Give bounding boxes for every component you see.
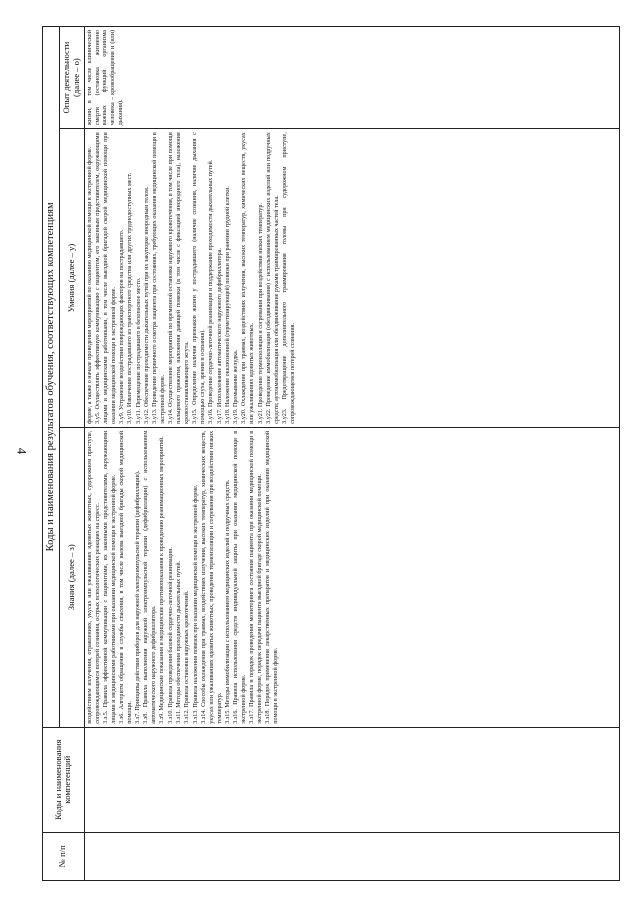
cell-paragraph: 3.у14. Осуществление мероприятий по временной остановке наружного кровотечения, в том числе при помощи пальцевого прижатия, наложения давящей повязки (в том числе с фиксацией инородного тела), наложения кровоостанавливающего жгута. [168,132,190,424]
cell-paragraph: 3.у10. Извлечение пострадавшего из транспортного средства или других труднодоступных мест. [127,172,134,424]
knowledge-cell [84,427,619,727]
cell-paragraph: 3.з11. Методы обеспечения проходимости дыхательных путей. [176,560,183,724]
cell-paragraph: 3.у9. Устранение воздействия повреждающих факторов на пострадавшего. [119,229,125,424]
header-experience: Опыт деятельности (далее – о) [60,27,85,129]
cell-paragraph: 3.з12. Правила остановки наружных кровотечений. [184,590,191,724]
cell-paragraph: 3.у16. Проведение сердечно-легочной реанимации и поддержание проходимости дыхательных путей. [208,159,215,424]
cell-paragraph: 3.з16. Правила использования средств индивидуальной защиты при оказании медицинской помощи в экстренной форме. [233,430,247,724]
cell-paragraph: 3.з14. Способы охлаждения при травмах, воздействиях излучения, высоких температур, химических веществ, укусах или ужаливаниях ядовитых животных, проведения термоизоляции и согревания при воздействии низких температур. [200,430,223,724]
cell-paragraph: 3.з17. Правила и порядок проведения мониторинга состояния пациента при оказании медицинской помощи в экстренной форме, порядок передачи пациента выездной бригаде скорой медицинской помощи. [249,430,264,724]
cell-paragraph: 3.у13. Проведение первичного осмотра пациента при состояниях, требующих оказания медицинской помощи в экстренной форме. [152,132,166,424]
cell-paragraph: 3.у21. Проведение термоизоляции и согревания при воздействии низких температур. [257,203,264,424]
cell-paragraph: воздействием излучения, отравлениях, укусах или ужаливаниях ядовитых животных, судорожном приступе, сопровождающимся потерей сознания, острых психологических реакциях на стресс. [86,430,101,724]
header-skills: Умения (далее – у) [60,129,85,428]
cell-paragraph: 3.у15. Определение наличия признаков жизни у пострадавшего (наличие сознания, наличие дыхания с помощью слуха, зрения и осязания). [192,132,206,424]
cell-paragraph: 3.у22. Проведение иммобилизации (обездвиживания) с использованием медицинских изделий или подручных средств; аутоиммобилизация или обездвиживание руками травмированных частей тела. [265,132,280,424]
cell-paragraph: 3.у5. Осуществлять эффективную коммуникацию с пациентом, его законным представителем, окружающими лицами и медицинскими работниками, в том числе выездной бригадой скорой медицинской помощи при оказании медицинской помощи в экстренной форме. [95,132,117,424]
cell-paragraph: 3.з6. Алгоритм обращения в службы спасения, в том числе вызова выездной бригады скорой медицинской помощи. [119,430,133,724]
cell-paragraph: 3.з8. Правила выполнения наружной электроимпульсной терапии (дефибрилляции) с использованием автоматического наружного дефибриллятора. [143,430,158,724]
cell-paragraph: 3.з10. Правила проведения базовой сердечно-легочной реанимации. [167,547,174,724]
cell-paragraph: 3.з.5. Правила эффективной коммуникации с пациентами, их законными представителями, окружающими лицами и медицинскими работниками при оказании медицинской помощи в экстренной форме. [102,430,117,724]
cell-paragraph: форме, а также о начале проведения мероприятий по оказанию медицинской помощи в экстренной форме. [86,146,93,424]
cell-paragraph: жизни, в том числе клинической смерти (остановка жизненно важных функций организма человека – кровообращения и (или) дыхания). [86,30,124,126]
cell-paragraph: 3.у20. Охлаждение при травмах, воздействиях излучения, высоких температур, химических веществ, укусах или ужаливаниях ядовитых животных. [241,132,256,424]
cell-paragraph: 3.з9. Медицинские показания и медицинские противопоказания к проведению реанимационных мероприятий. [159,436,166,724]
experience-cell [84,27,619,129]
header-codes: Коды и наименования компетенций [43,727,85,832]
skills-cell [84,129,619,428]
header-group-caption: Коды и наименования результатов обучения, соответствующих компетенциям [43,27,60,728]
cell-paragraph: 3.у23. Предотвращение дополнительного травмирования головы при судорожном приступе, сопровождающемся потерей сознания. [281,132,296,424]
cell-paragraph: 3.у17. Использование автоматического наружного дефибриллятора. [216,248,223,424]
header-num: № п/п [43,832,85,880]
cell-paragraph: 3.у11. Перемещение пострадавшего в безопасное место. [135,277,142,424]
cell-paragraph: 3.у19. Промывание желудка. [233,349,240,424]
row-num-cell [84,832,619,880]
cell-paragraph: 3.з18. Порядок применения лекарственных препаратов и медицинских изделий при оказании медицинской помощи в экстренной форме. [265,430,280,724]
cell-paragraph: 3.у12. Обеспечение проходимости дыхательных путей при их закупорке инородным телом. [143,186,150,424]
rotated-table-container [42,26,620,881]
cell-paragraph: 3.у18. Наложение окклюзионной (герметизирующей) повязки при ранении грудной клетки. [224,186,231,424]
page-number: 4 [14,447,30,455]
competency-table [42,26,620,881]
header-knowledge: Знания (далее – з) [60,427,85,727]
row-codes-cell [84,727,619,832]
cell-paragraph: 3.з13. Правила наложения повязок при оказании медицинской помощи в экстренной форме. [192,484,199,724]
cell-paragraph: 3.з15. Методы иммобилизации с использованием медицинских изделий и подручных средств. [224,479,231,724]
table-row [84,27,619,881]
cell-paragraph: 3.з7. Принципы действия приборов для наружной электроимпульсной терапии (дефибрилляции). [135,470,142,724]
